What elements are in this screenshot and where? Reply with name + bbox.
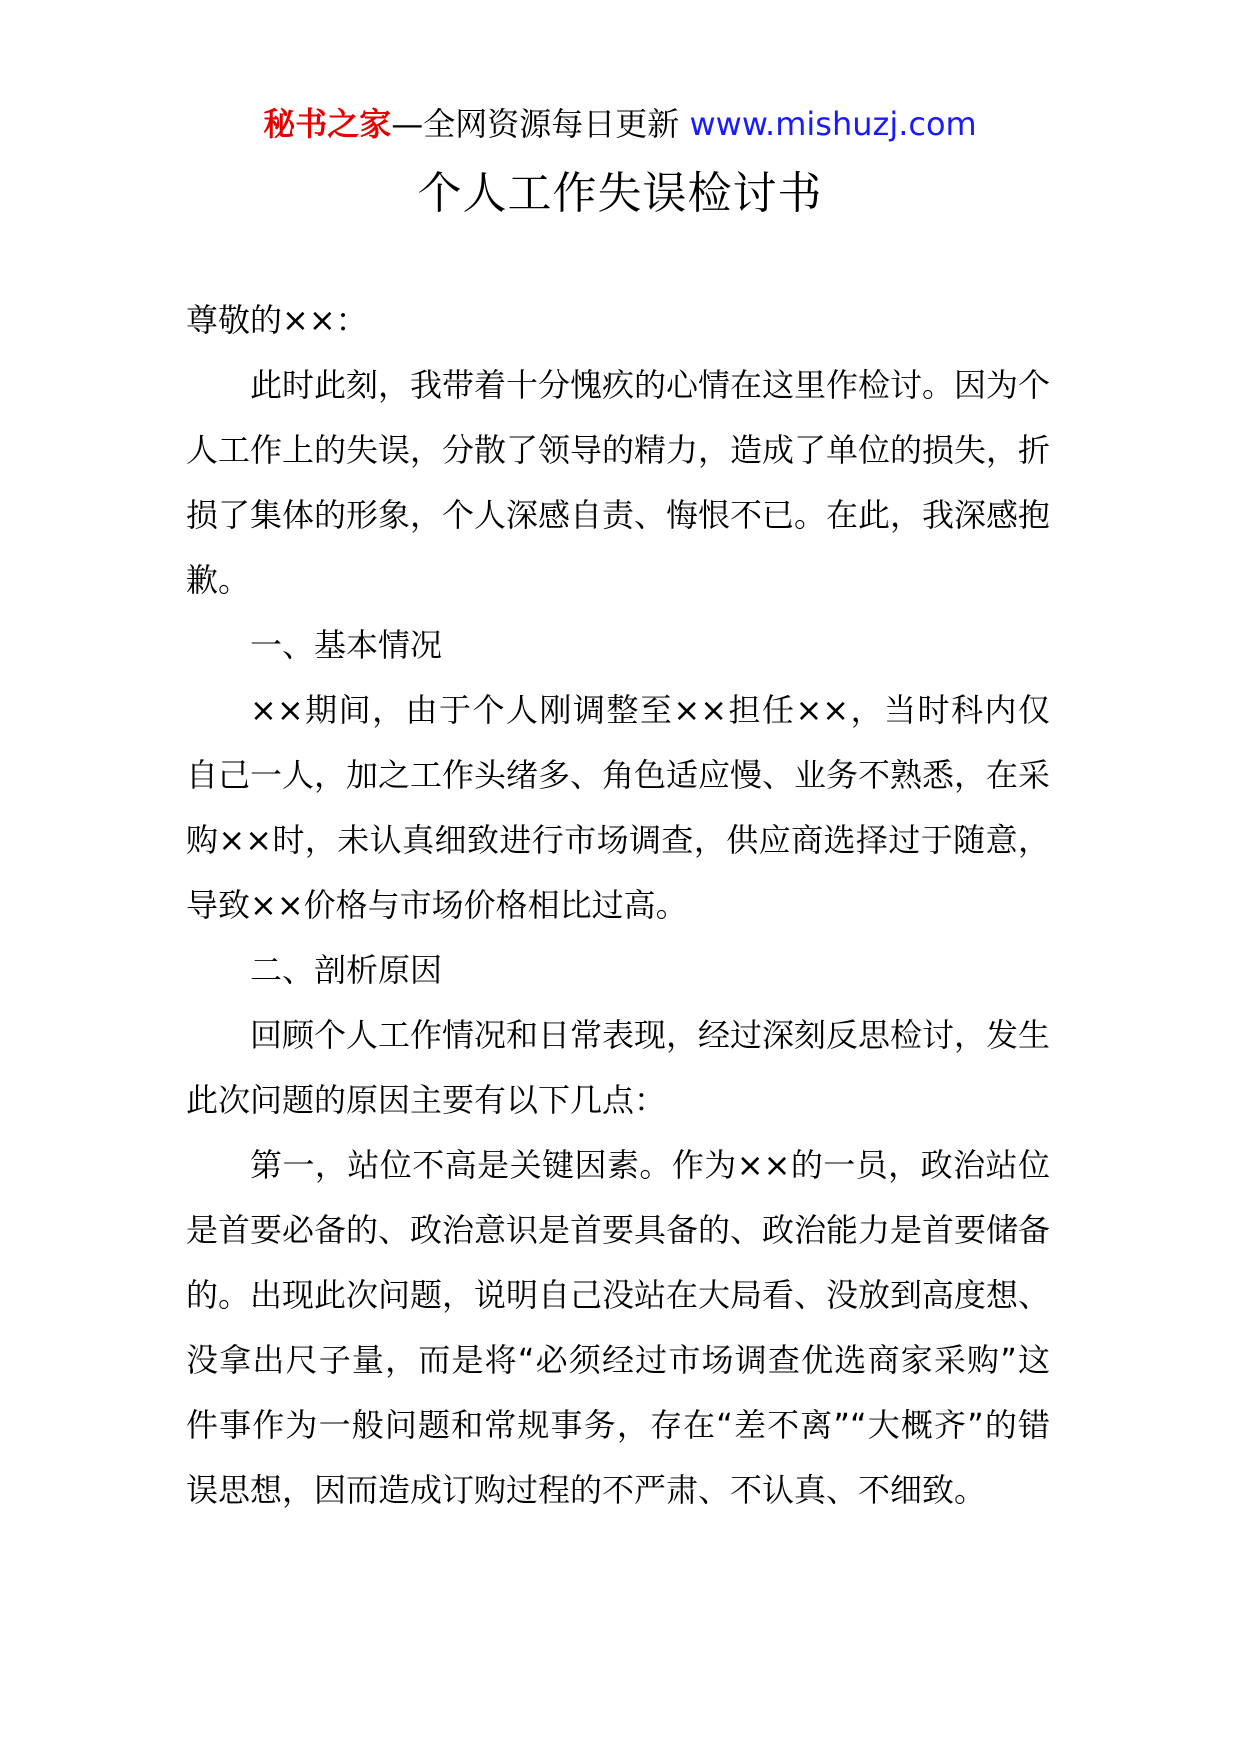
paragraph-intro: 此时此刻，我带着十分愧疚的心情在这里作检讨。因为个人工作上的失误，分散了领导的精力，造成了单位的损失，折损了集体的形象，个人深感自责、悔恨不已。在此，我深感抱歉。 [186,366,1051,599]
salutation: 尊敬的××： [186,301,368,339]
site-header [0,100,1240,148]
brand-name: 秘书之家 [263,105,392,143]
paragraph-cause-first: 第一，站位不高是关键因素。作为××的一员，政治站位是首要必备的、政治意识是首要具备的、政治能力是首要储备的。出现此次问题，说明自己没站在大局看、没放到高度想、没拿出尺子量，而是将“必须经过市场调查优选商家采购”这件事作为一般问题和常规事务，存在“差不离”“大概齐”的错误思想，因而造成订购过程的不严肃、不认真、不细致。 [186,1146,1051,1509]
site-url-link[interactable]: www.mishuzj.com [689,105,977,143]
section-heading-cause-analysis: 二、剖析原因 [250,951,443,989]
paragraph-basic-situation: ××期间，由于个人刚调整至××担任××，当时科内仅自己一人，加之工作头绪多、角色适应慢、业务不熟悉，在采购××时，未认真细致进行市场调查，供应商选择过于随意，导致××价格与市场价格相比过高。 [186,691,1051,924]
paragraph-cause-intro: 回顾个人工作情况和日常表现，经过深刻反思检讨，发生此次问题的原因主要有以下几点： [186,1016,1051,1119]
header-tagline: —全网资源每日更新 [391,105,690,143]
document-title: 个人工作失误检讨书 [417,168,823,219]
document-body [186,288,1050,1523]
section-heading-basic-situation: 一、基本情况 [250,626,443,664]
